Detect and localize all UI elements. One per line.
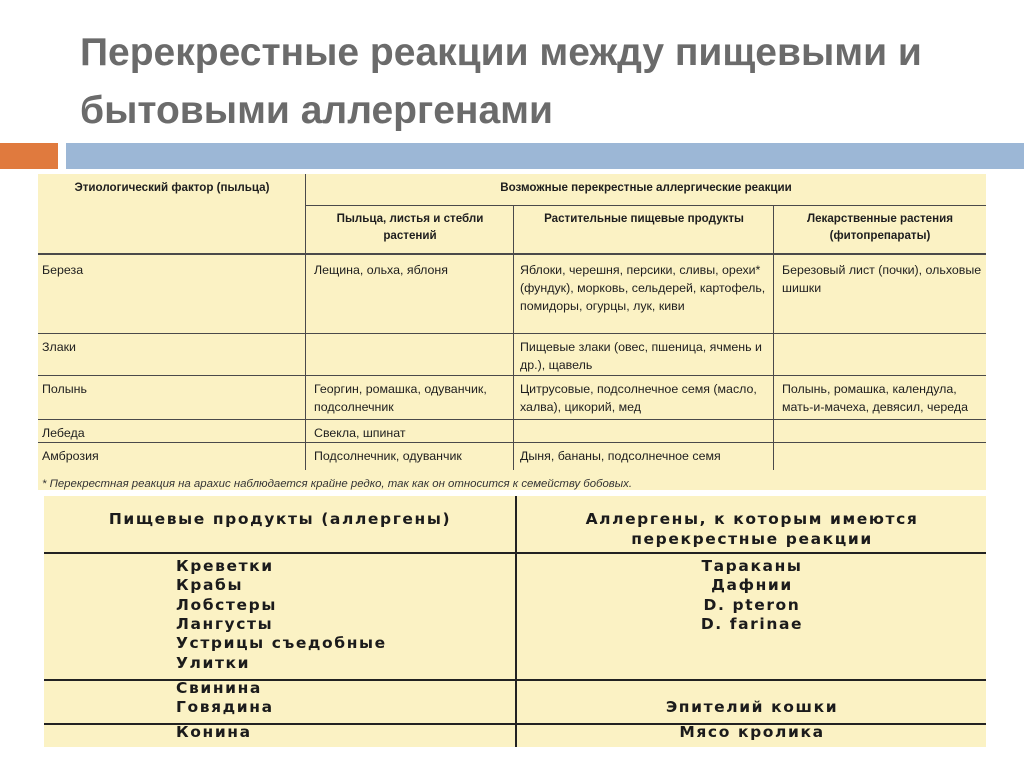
header-food: Пищевые продукты (аллергены) bbox=[108, 510, 452, 528]
food-item: Говядина bbox=[176, 698, 274, 716]
row-factor: Береза bbox=[42, 263, 84, 277]
row-pollen: Свекла, шпинат bbox=[314, 426, 406, 440]
row-herbs: Полынь, ромашка, календула, мать-и-мачеха, девясил, череда bbox=[782, 382, 968, 414]
food-item: Устрицы съедобные bbox=[176, 634, 387, 652]
row-food: Цитрусовые, подсолнечное семя (масло, халва), цикорий, мед bbox=[520, 382, 757, 414]
row-food: Яблоки, черешня, персики, сливы, орехи*(фундук), морковь, сельдерей, картофель, помидоры, огурцы, лук, киви bbox=[520, 263, 766, 313]
header-cross: Аллергены, к которым имеются перекрестные реакции bbox=[585, 510, 919, 548]
row-rule bbox=[38, 442, 986, 443]
row-factor: Полынь bbox=[42, 382, 87, 396]
row-pollen: Георгин, ромашка, одуванчик, подсолнечник bbox=[314, 382, 487, 414]
row-factor: Амброзия bbox=[42, 449, 99, 463]
row-factor: Лебеда bbox=[42, 426, 85, 440]
row-pollen: Лещина, ольха, яблоня bbox=[314, 263, 448, 277]
header-col-food: Растительные пищевые продукты bbox=[544, 212, 744, 225]
cross-allergen-item: D. pteron bbox=[703, 596, 801, 614]
food-item: Улитки bbox=[176, 654, 251, 672]
slide-title: Перекрестные реакции между пищевыми и бытовыми аллергенами bbox=[80, 31, 922, 132]
header-bottom-rule bbox=[38, 253, 986, 255]
food-item: Крабы bbox=[176, 576, 244, 594]
header-factor: Этиологический фактор (пыльца) bbox=[74, 181, 270, 194]
row-food: Пищевые злаки (овес, пшеница, ячмень и др.), щавель bbox=[520, 340, 762, 372]
cross-allergen-item: Дафнии bbox=[711, 576, 793, 594]
row-factor: Злаки bbox=[42, 340, 76, 354]
food-allergen-table bbox=[44, 496, 986, 747]
row-pollen: Подсолнечник, одуванчик bbox=[314, 449, 462, 463]
row-food: Дыня, бананы, подсолнечное семя bbox=[520, 449, 721, 463]
cross-allergen-item: Мясо кролика bbox=[679, 723, 825, 741]
food-item: Лангусты bbox=[176, 615, 274, 633]
header-col-herbs: Лекарственные растения (фитопрепараты) bbox=[806, 212, 954, 242]
food-item: Креветки bbox=[176, 557, 274, 575]
cross-allergen-item: D. farinae bbox=[700, 615, 804, 633]
header-col-pollen: Пыльца, листья и стебли растений bbox=[336, 212, 484, 242]
food-item: Конина bbox=[176, 723, 252, 741]
title-accent-bar bbox=[0, 143, 58, 169]
row-rule bbox=[38, 419, 986, 420]
pollen-cross-reaction-table bbox=[38, 174, 986, 490]
food-item: Свинина bbox=[176, 679, 262, 697]
cross-allergen-item: Эпителий кошки bbox=[665, 698, 839, 716]
header-group: Возможные перекрестные аллергические реакции bbox=[500, 181, 792, 194]
row-herbs: Березовый лист (почки), ольховые шишки bbox=[782, 263, 982, 295]
row-rule bbox=[38, 375, 986, 376]
row-rule bbox=[38, 333, 986, 334]
title-divider-bar bbox=[66, 143, 1024, 169]
food-item: Лобстеры bbox=[176, 596, 277, 614]
cross-allergen-item: Тараканы bbox=[701, 557, 803, 575]
column-rule bbox=[515, 496, 517, 747]
table-footnote: * Перекрестная реакция на арахис наблюдается крайне редко, так как он относится к семейству бобовых. bbox=[42, 478, 632, 490]
header-group-rule bbox=[306, 205, 986, 206]
